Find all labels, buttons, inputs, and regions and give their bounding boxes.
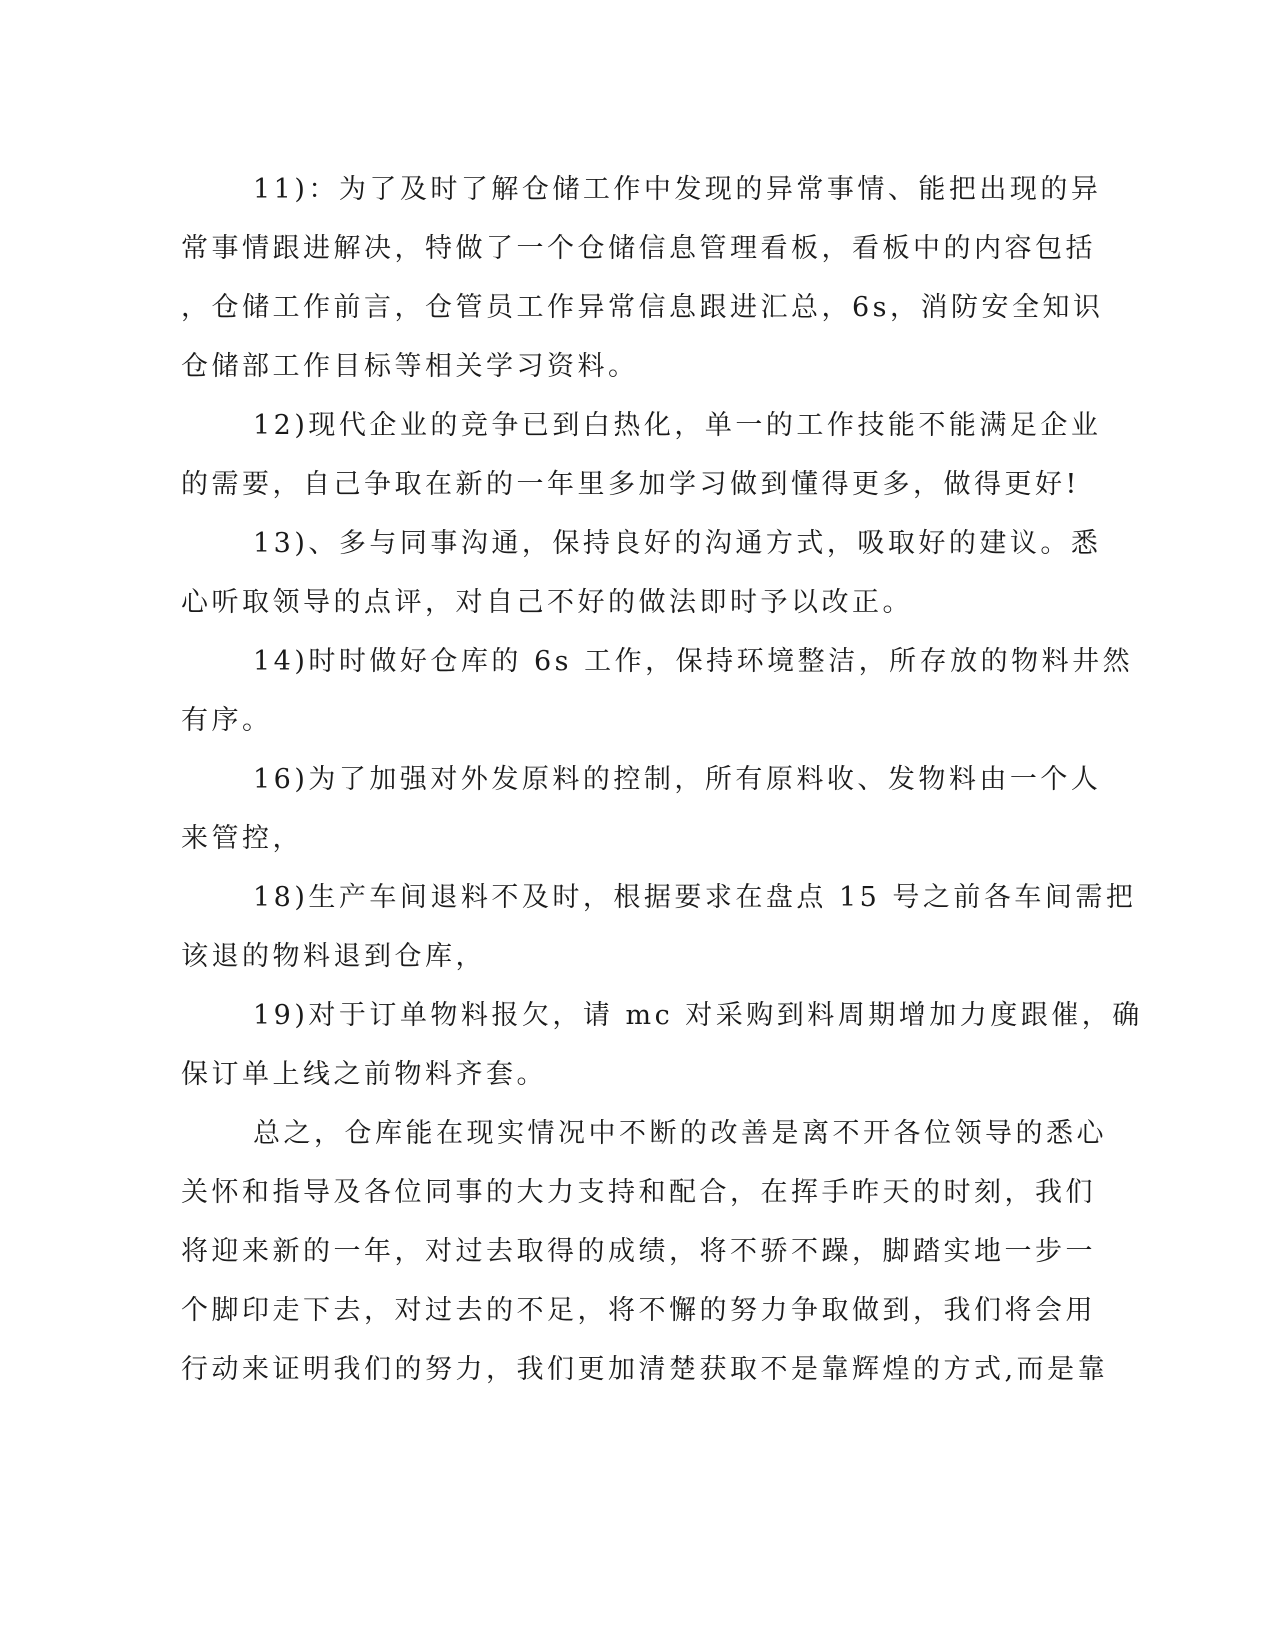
text-line: 总之，仓库能在现实情况中不断的改善是离不开各位领导的悉心 — [253, 1118, 1107, 1149]
text-line: ，仓储工作前言，仓管员工作异常信息跟进汇总，6s，消防安全知识 — [181, 292, 1104, 323]
text-line: 16)为了加强对外发原料的控制，所有原料收、发物料由一个人 — [253, 764, 1102, 795]
text-line: 有序。 — [181, 705, 273, 736]
text-line: 13)、多与同事沟通，保持良好的沟通方式，吸取好的建议。悉 — [253, 528, 1102, 559]
text-line: 仓储部工作目标等相关学习资料。 — [181, 351, 639, 382]
text-line: 个脚印走下去，对过去的不足，将不懈的努力争取做到，我们将会用 — [181, 1295, 1096, 1326]
text-line: 的需要，自己争取在新的一年里多加学习做到懂得更多，做得更好! — [181, 469, 1080, 500]
text-line: 关怀和指导及各位同事的大力支持和配合，在挥手昨天的时刻，我们 — [181, 1177, 1096, 1208]
text-line: 行动来证明我们的努力，我们更加清楚获取不是靠辉煌的方式,而是靠 — [181, 1354, 1109, 1385]
text-line: 将迎来新的一年，对过去取得的成绩，将不骄不躁，脚踏实地一步一 — [181, 1236, 1096, 1267]
text-line: 14)时时做好仓库的 6s 工作，保持环境整洁，所存放的物料井然 — [253, 646, 1134, 677]
text-line: 19)对于订单物料报欠，请 mc 对采购到料周期增加力度跟催，确 — [253, 1000, 1143, 1031]
document-body — [181, 160, 1143, 1399]
text-line: 该退的物料退到仓库， — [181, 941, 486, 972]
text-line: 常事情跟进解决，特做了一个仓储信息管理看板，看板中的内容包括 — [181, 233, 1096, 264]
text-line: 心听取领导的点评，对自己不好的做法即时予以改正。 — [181, 587, 913, 618]
text-line: 保订单上线之前物料齐套。 — [181, 1059, 547, 1090]
text-line: 18)生产车间退料不及时，根据要求在盘点 15 号之前各车间需把 — [253, 882, 1137, 913]
text-line: 来管控， — [181, 823, 303, 854]
text-line: 11)：为了及时了解仓储工作中发现的异常事情、能把出现的异 — [253, 174, 1102, 205]
text-line: 12)现代企业的竞争已到白热化，单一的工作技能不能满足企业 — [253, 410, 1102, 441]
